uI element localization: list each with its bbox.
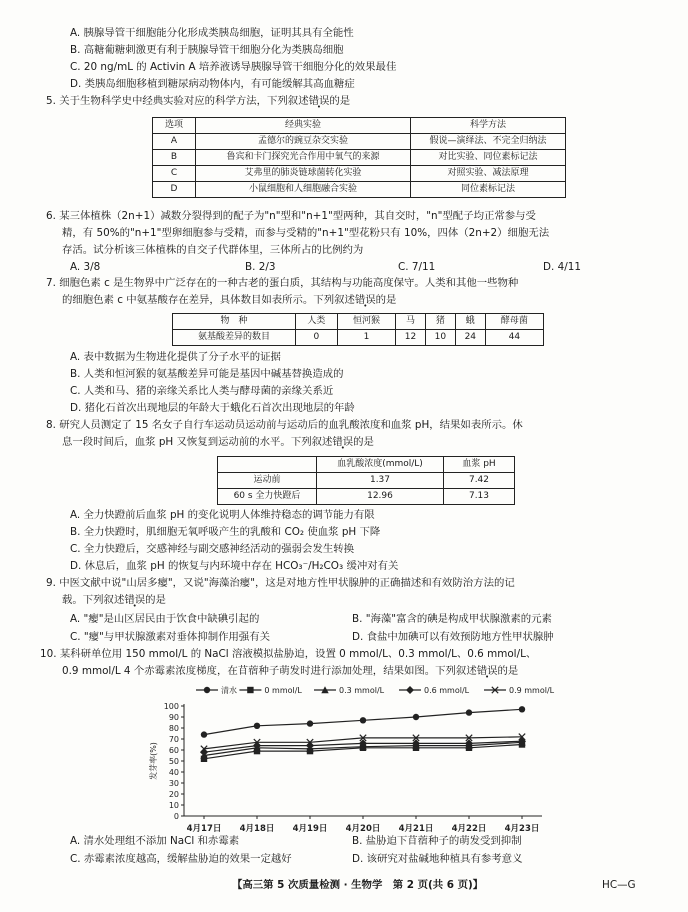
legend-label: 0.6 mmol/L	[424, 686, 470, 695]
y-tick-label: 90	[168, 713, 179, 722]
q5-stem: 5. 关于生物科学史中经典实验对应的科学方法，下列叙述错误的是	[46, 95, 351, 107]
q8-line-2: 息一段时间后，血浆 pH 又恢复到运动前的水平。下列叙述错误的是	[62, 436, 374, 448]
q8-option-a: A. 全力快蹬前后血浆 pH 的变化说明人体维持稳态的调节能力有限	[70, 509, 375, 521]
data-point	[307, 720, 313, 726]
legend-label: 清水	[221, 686, 237, 695]
data-point	[254, 723, 260, 729]
q4-option-d: D. 类胰岛细胞移植到糖尿病动物体内，有可能缓解其高血糖症	[70, 78, 355, 90]
footer-title: 【高三第 5 次质量检测 · 生物学 第 2 页(共 6 页)】	[232, 879, 484, 891]
q7-line-2: 的细胞色素 c 中氨基酸存在差异，具体数目如表所示。下列叙述错误的是	[62, 294, 397, 306]
legend-label: 0.9 mmol/L	[509, 686, 555, 695]
y-tick-label: 40	[168, 768, 179, 777]
data-point	[201, 731, 207, 737]
x-tick-label: 4月17日	[186, 824, 222, 834]
q4-option-c: C. 20 ng/mL 的 Activin A 培养液诱导胰腺导管干细胞分化的效果最佳	[70, 61, 397, 73]
q10-line-2: 0.9 mmol/L 4 个赤霉素浓度梯度，在苜蓿种子萌发时进行添加处理，结果如图。下列叙述错误的是	[62, 665, 519, 677]
q7-option-a: A. 表中数据为生物进化提供了分子水平的证据	[70, 351, 281, 363]
legend-marker	[406, 686, 414, 694]
legend-label: 0 mmol/L	[264, 686, 302, 695]
y-tick-label: 0	[173, 812, 179, 821]
q7-option-b: B. 人类和恒河猴的氨基酸差异可能是基因中碱基替换造成的	[70, 368, 344, 380]
q6-line-2: 精，有 50%的"n+1"型卵细胞参与受精，而参与受精的"n+1"型花粉只有 10%，四体（2n+2）细胞无法	[62, 227, 550, 239]
x-tick-label: 4月23日	[504, 824, 540, 834]
x-tick-label: 4月21日	[398, 824, 434, 834]
q9-option-b: B. "海藻"富含的碘是构成甲状腺激素的元素	[352, 613, 552, 625]
q6-line-3: 存活。试分析该三体植株的自交子代群体里，三体所占的比例约为	[62, 244, 364, 256]
y-tick-label: 60	[168, 746, 179, 755]
q8-table: 血乳酸浓度(mmol/L) 血浆 pH 运动前 1.37 7.42 60 s 全力快蹬后 12.96 7.13	[217, 456, 515, 505]
q6-option-d: D. 4/11	[543, 261, 581, 273]
q8-option-d: D. 休息后，血浆 pH 的恢复与内环境中存在 HCO₃⁻/H₂CO₃ 缓冲对有关	[70, 560, 399, 572]
x-tick-label: 4月22日	[451, 824, 487, 834]
legend-marker	[204, 687, 210, 693]
x-tick-label: 4月19日	[292, 824, 328, 834]
q9-line-2: 载。下列叙述错误的是	[62, 594, 166, 606]
q4-option-b: B. 高糖葡糖刺激更有利于胰腺导管干细胞分化为类胰岛细胞	[70, 44, 344, 56]
q6-option-c: C. 7/11	[398, 261, 436, 273]
q6-line-1: 6. 某三体植株（2n+1）减数分裂得到的配子为"n"型和"n+1"型两种，其自交时，"n"型配子均正常参与受	[46, 210, 536, 222]
q7-option-d: D. 猪化石首次出现地层的年龄大于蛾化石首次出现地层的年龄	[70, 402, 355, 414]
y-tick-label: 80	[168, 724, 179, 733]
q8-option-b: B. 全力快蹬时，肌细胞无氧呼吸产生的乳酸和 CO₂ 使血浆 pH 下降	[70, 526, 381, 538]
q7-table: 物 种 人类 恒河猴 马 猪 蛾 酵母菌 氨基酸差异的数目 0 1 12 10 24 44	[172, 313, 544, 346]
germination-line-chart	[140, 680, 560, 842]
q7-option-c: C. 人类和马、猪的亲缘关系比人类与酵母菌的亲缘关系近	[70, 385, 334, 397]
legend-marker	[247, 687, 253, 693]
data-point	[519, 706, 525, 712]
y-tick-label: 30	[168, 779, 179, 788]
legend-label: 0.3 mmol/L	[339, 686, 385, 695]
y-tick-label: 100	[163, 702, 179, 711]
q9-option-c: C. "瘿"与甲状腺激素对垂体抑制作用强有关	[70, 631, 271, 643]
y-axis-label: 发芽率(%)	[149, 742, 158, 780]
data-point	[466, 709, 472, 715]
y-tick-label: 70	[168, 735, 179, 744]
y-tick-label: 20	[168, 790, 179, 799]
x-tick-label: 4月18日	[239, 824, 275, 834]
q10-option-b: B. 盐胁迫下苜蓿种子的萌发受到抑制	[352, 835, 522, 847]
q10-option-a: A. 清水处理组不添加 NaCl 和赤霉素	[70, 835, 240, 847]
data-point	[360, 717, 366, 723]
q6-option-a: A. 3/8	[70, 261, 101, 273]
q6-option-b: B. 2/3	[245, 261, 276, 273]
q10-option-c: C. 赤霉素浓度越高，缓解盐胁迫的效果一定越好	[70, 853, 292, 865]
q5-table: 选项 经典实验 科学方法 A 孟德尔的豌豆杂交实验 假说—演绎法、不完全归纳法 B 鲁宾和卡门探究光合作用中氧气的来源 对比实验、同位素标记法 C 艾弗里的肺炎链球菌转化实验 对照实验、减法原理 D 小鼠细胞和人细胞融合实验 同位素标记法	[152, 117, 566, 198]
q9-line-1: 9. 中医文献中说"山居多瘿"，又说"海藻治瘿"，这是对地方性甲状腺肿的正确描述和有效防治方法的记	[46, 577, 515, 589]
x-tick-label: 4月20日	[345, 824, 381, 834]
q8-option-c: C. 全力快蹬后，交感神经与副交感神经活动的强弱会发生转换	[70, 543, 355, 555]
q10-option-d: D. 该研究对盐碱地种植具有参考意义	[352, 853, 523, 865]
footer-code: HC—G	[602, 879, 636, 891]
data-point	[413, 714, 419, 720]
q8-line-1: 8. 研究人员测定了 15 名女子自行车运动员运动前与运动后的血乳酸浓度和血浆 pH，结果如表所示。休	[46, 419, 523, 431]
q9-option-d: D. 食盐中加碘可以有效预防地方性甲状腺肿	[352, 631, 554, 643]
y-tick-label: 50	[168, 757, 179, 766]
y-tick-label: 10	[168, 801, 179, 810]
q7-line-1: 7. 细胞色素 c 是生物界中广泛存在的一种古老的蛋白质，其结构与功能高度保守。人类和其他一些物种	[46, 277, 519, 289]
q4-option-a: A. 胰腺导管干细胞能分化形成类胰岛细胞，证明其具有全能性	[70, 27, 354, 39]
q10-line-1: 10. 某科研单位用 150 mmol/L 的 NaCl 溶液模拟盐胁迫，设置 0 mmol/L、0.3 mmol/L、0.6 mmol/L、	[40, 648, 537, 660]
q9-option-a: A. "瘿"是山区居民由于饮食中缺碘引起的	[70, 613, 260, 625]
